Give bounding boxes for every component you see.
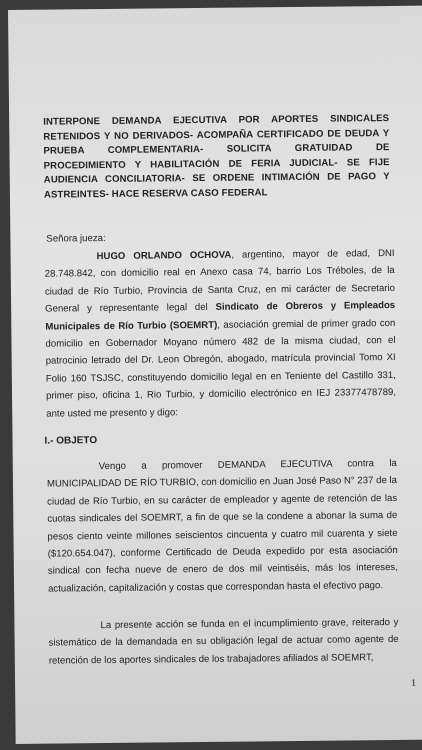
section-title-objeto: I.- OBJETO	[44, 435, 98, 447]
union-name: Sindicato de Obreros y Empleados Municipales de Río Turbio (SOEMRT)	[45, 300, 396, 333]
document-page	[8, 6, 422, 744]
intro-text-a: , argentino, mayor de edad, DNI 28.748.842, con domicilio real en Anexo casa 74, barrio Los Tréboles, de la ciudad de Río Turbio, Provincia de Santa Cruz, en mi carácter de Secretario General y representante legal del	[44, 247, 395, 315]
intro-text-b: , asociación gremial de primer grado con domicilio en Gobernador Moyano número 482 de la misma ciudad, con el patrocinio letrado del Dr. Leon Obregón, abogado, matrícula provincial Tomo XI Folio 160 TSJSC, constituyendo domicilio legal en en Teniente del Castillo 331, primer piso, oficina 1, Rio Turbio, y domicilio electrónico en IEJ 23377478789, ante usted me presento y digo:	[45, 317, 397, 420]
objeto-paragraph: Vengo a promover DEMANDA EJECUTIVA contra la MUNICIPALIDAD DE RÍO TURBIO, con domicilio en Juan José Paso N° 237 de la ciudad de Río Turbio, en su carácter de empleador y agente de retención de las cuotas sindicales del SOEMRT, a fin de que se la condene a abonar la suma de pesos ciento veinte millones seiscientos cincuenta y cuatro mil cuarenta y siete ($120.654.047), conforme Certificado de Deuda expedido por esta asociación sindical con fecha nueve de enero de dos mil veintiséis, más los intereses, actualización, capitalización y costas que correspondan hasta el efectivo pago.	[46, 457, 398, 595]
salutation: Señora jueza:	[46, 232, 106, 245]
page-number: 1	[411, 677, 417, 689]
document-header-title: INTERPONE DEMANDA EJECUTIVA POR APORTES SINDICALES RETENIDOS Y NO DERIVADOS- ACOMPAÑA CERTIFICADO DE DEUDA Y PRUEBA COMPLEMENTARIA- SOLICITA GRATUIDAD DE PROCEDIMIENTO Y HABILITACIÓN DE FERIA JUDICIAL- SE FIJE AUDIENCIA CONCILIATORIA- SE ORDENE INTIMACIÓN DE PAGO Y ASTREINTES- HACE RESERVA CASO FEDERAL	[43, 113, 390, 201]
foundation-paragraph: La presente acción se funda en el incumplimiento grave, reiterado y sistemático de la demandada en su obligación legal de actuar como agente de retención de los aportes sindicales de los trabajadores afiliados al SOEMRT,	[48, 616, 399, 667]
intro-paragraph	[45, 245, 397, 423]
plaintiff-name: HUGO ORLANDO OCHOVA	[96, 249, 232, 263]
